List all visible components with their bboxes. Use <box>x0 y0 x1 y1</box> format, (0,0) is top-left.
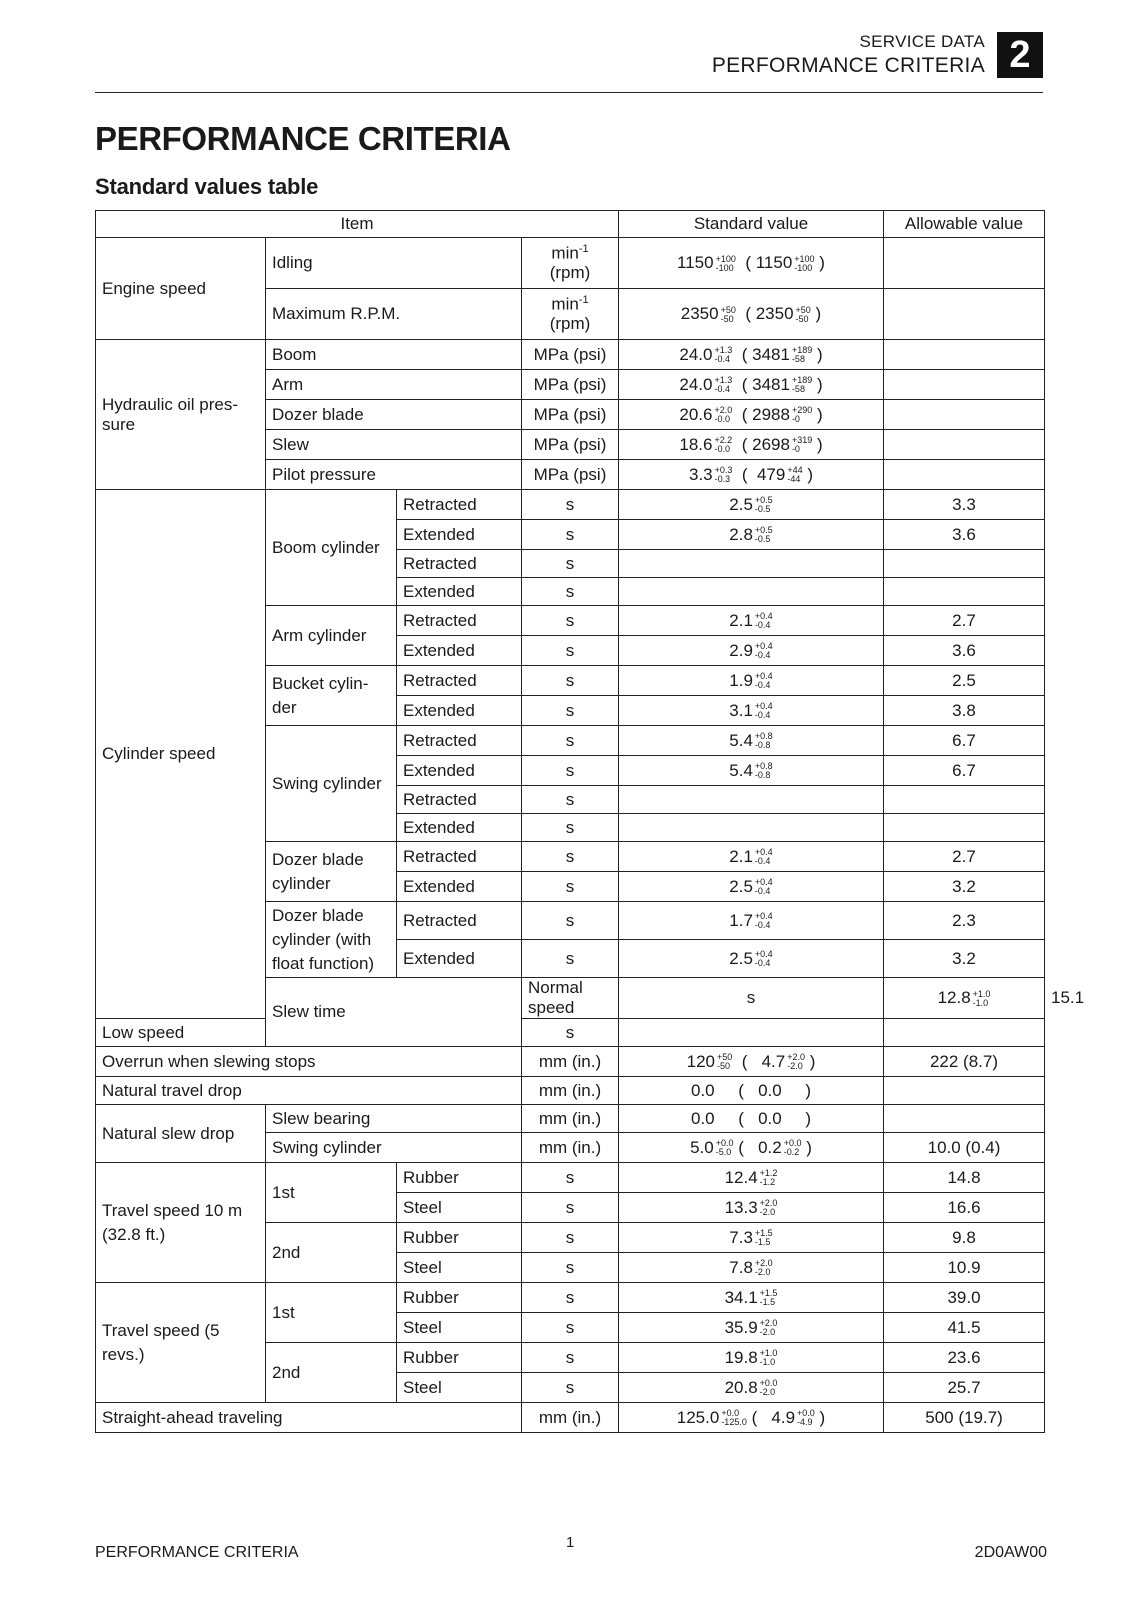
standard-cell: 34.1 +1.5 -1.5 <box>619 1283 884 1313</box>
track-label: Rubber <box>397 1223 522 1253</box>
unit-cell: s <box>522 842 619 872</box>
unit-cell: s <box>619 978 884 1019</box>
item-label: Slew <box>266 430 522 460</box>
chapter-number: 2 <box>997 32 1043 78</box>
unit-cell: s <box>522 696 619 726</box>
gear-label: 1st <box>266 1163 397 1223</box>
allowable-cell: 3.6 <box>884 520 1045 550</box>
allowable-cell: 2.7 <box>884 606 1045 636</box>
footer-title: PERFORMANCE CRITERIA <box>95 1544 299 1561</box>
standard-cell <box>619 786 884 814</box>
allowable-cell <box>884 340 1045 370</box>
allowable-cell: 6.7 <box>884 726 1045 756</box>
direction-label: Retracted <box>397 842 522 872</box>
unit-cell: mm (in.) <box>522 1403 619 1433</box>
unit-cell: s <box>522 940 619 978</box>
unit-cell: s <box>522 1283 619 1313</box>
standard-cell: 2.5 +0.4 -0.4 <box>619 872 884 902</box>
col-standard: Standard value <box>619 211 884 238</box>
header-section: SERVICE DATA <box>859 32 985 51</box>
direction-label: Extended <box>397 872 522 902</box>
allowable-cell: 23.6 <box>884 1343 1045 1373</box>
direction-label: Extended <box>397 520 522 550</box>
allowable-cell: 39.0 <box>884 1283 1045 1313</box>
group-label: Overrun when slewing stops <box>96 1047 522 1077</box>
allowable-cell: 222 (8.7) <box>884 1047 1045 1077</box>
direction-label: Extended <box>397 940 522 978</box>
unit-cell: mm (in.) <box>522 1133 619 1163</box>
unit-cell: MPa (psi) <box>522 460 619 490</box>
track-label: Steel <box>397 1373 522 1403</box>
direction-label: Retracted <box>397 786 522 814</box>
standard-values-table <box>95 210 1085 1433</box>
unit-cell: s <box>522 636 619 666</box>
track-label: Rubber <box>397 1163 522 1193</box>
group-label: Engine speed <box>96 238 266 340</box>
standard-cell: 2.1 +0.4 -0.4 <box>619 606 884 636</box>
standard-cell: 2.8 +0.5 -0.5 <box>619 520 884 550</box>
allowable-cell: 10.0 (0.4) <box>884 1133 1045 1163</box>
unit-cell: s <box>522 1163 619 1193</box>
col-allowable: Allowable value <box>884 211 1045 238</box>
standard-cell <box>619 550 884 578</box>
direction-label: Retracted <box>397 902 522 940</box>
track-label: Steel <box>397 1313 522 1343</box>
allowable-cell: 3.2 <box>884 872 1045 902</box>
page-header <box>95 28 1043 93</box>
table-subtitle: Standard values table <box>95 174 319 199</box>
standard-cell: 18.6 +2.2 -0.0 ( 2698 +319 -0 ) <box>619 430 884 460</box>
unit-cell: s <box>522 550 619 578</box>
direction-label: Retracted <box>397 666 522 696</box>
unit-cell: s <box>522 1019 619 1047</box>
direction-label: Extended <box>397 756 522 786</box>
standard-cell: 24.0 +1.3 -0.4 ( 3481 +189 -58 ) <box>619 340 884 370</box>
table-row <box>96 1019 1045 1047</box>
table-row <box>96 1047 1045 1077</box>
standard-cell: 2.1 +0.4 -0.4 <box>619 842 884 872</box>
unit-cell: MPa (psi) <box>522 340 619 370</box>
allowable-cell <box>884 1105 1045 1133</box>
group-label: Cylinder speed <box>96 490 266 1019</box>
unit-cell: s <box>522 756 619 786</box>
track-label: Rubber <box>397 1283 522 1313</box>
direction-label: Retracted <box>397 490 522 520</box>
allowable-cell: 9.8 <box>884 1223 1045 1253</box>
standard-cell: 24.0 +1.3 -0.4 ( 3481 +189 -58 ) <box>619 370 884 400</box>
document-code: 2D0AW00 <box>974 1544 1047 1561</box>
unit-cell: s <box>522 902 619 940</box>
standard-cell <box>619 1019 884 1047</box>
standard-cell: 7.8 +2.0 -2.0 <box>619 1253 884 1283</box>
standard-cell: 5.0 +0.0 -5.0 ( 0.2 +0.0 -0.2 ) <box>619 1133 884 1163</box>
allowable-cell <box>884 814 1045 842</box>
table-row <box>96 1283 1045 1313</box>
item-label: Swing cylinder <box>266 1133 522 1163</box>
direction-label: Retracted <box>397 606 522 636</box>
group-label: Travel speed (5 revs.) <box>96 1283 266 1403</box>
col-item: Item <box>96 211 619 238</box>
unit-cell: s <box>522 726 619 756</box>
item-label: Low speed <box>96 1019 266 1047</box>
direction-label: Retracted <box>397 550 522 578</box>
unit-cell: MPa (psi) <box>522 370 619 400</box>
allowable-cell <box>884 1019 1045 1047</box>
direction-label: Retracted <box>397 726 522 756</box>
allowable-cell <box>884 430 1045 460</box>
standard-cell: 20.6 +2.0 -0.0 ( 2988 +290 -0 ) <box>619 400 884 430</box>
standard-cell: 12.4 +1.2 -1.2 <box>619 1163 884 1193</box>
gear-label: 2nd <box>266 1223 397 1283</box>
unit-cell: s <box>522 1343 619 1373</box>
standard-cell: 2.5 +0.4 -0.4 <box>619 940 884 978</box>
standard-cell: 2350 +50 -50 ( 2350 +50 -50 ) <box>619 289 884 340</box>
standard-cell: 3.3 +0.3 -0.3 ( 479 +44 -44 ) <box>619 460 884 490</box>
group-label: Straight-ahead traveling <box>96 1403 522 1433</box>
unit-cell: s <box>522 1223 619 1253</box>
item-label: Normal speed <box>522 978 619 1019</box>
unit-cell: mm (in.) <box>522 1047 619 1077</box>
direction-label: Extended <box>397 636 522 666</box>
standard-cell: 1.9 +0.4 -0.4 <box>619 666 884 696</box>
group-label: Hydraulic oil pres-sure <box>96 340 266 490</box>
standard-cell: 20.8 +0.0 -2.0 <box>619 1373 884 1403</box>
allowable-cell: 3.6 <box>884 636 1045 666</box>
subgroup-label: Arm cylinder <box>266 606 397 666</box>
track-label: Steel <box>397 1193 522 1223</box>
unit-cell: s <box>522 872 619 902</box>
table-row <box>96 1105 1045 1133</box>
allowable-cell <box>884 550 1045 578</box>
standard-cell: 35.9 +2.0 -2.0 <box>619 1313 884 1343</box>
item-label: Slew bearing <box>266 1105 522 1133</box>
subgroup-label: Boom cylinder <box>266 490 397 606</box>
allowable-cell: 2.5 <box>884 666 1045 696</box>
standard-cell: 13.3 +2.0 -2.0 <box>619 1193 884 1223</box>
table-row <box>96 1403 1045 1433</box>
standard-cell: 3.1 +0.4 -0.4 <box>619 696 884 726</box>
standard-cell: 1.7 +0.4 -0.4 <box>619 902 884 940</box>
table-row <box>96 1163 1045 1193</box>
subgroup-label: Swing cylinder <box>266 726 397 842</box>
standard-cell: 0.0 ( 0.0 ) <box>619 1077 884 1105</box>
allowable-cell: 2.7 <box>884 842 1045 872</box>
direction-label: Extended <box>397 696 522 726</box>
unit-cell: $\min^{-1}$ (rpm) <box>522 289 619 340</box>
unit-cell: MPa (psi) <box>522 400 619 430</box>
unit-cell: s <box>522 814 619 842</box>
standard-cell <box>619 814 884 842</box>
subgroup-label: Dozer blade cylinder <box>266 842 397 902</box>
allowable-cell: 25.7 <box>884 1373 1045 1403</box>
group-label: Natural slew drop <box>96 1105 266 1163</box>
unit-cell: s <box>522 1253 619 1283</box>
allowable-cell <box>884 1077 1045 1105</box>
direction-label: Extended <box>397 578 522 606</box>
subgroup-label: Bucket cylin-der <box>266 666 397 726</box>
gear-label: 2nd <box>266 1343 397 1403</box>
allowable-cell <box>884 460 1045 490</box>
allowable-cell: 2.3 <box>884 902 1045 940</box>
unit-cell: s <box>522 786 619 814</box>
standard-cell: 19.8 +1.0 -1.0 <box>619 1343 884 1373</box>
allowable-cell: 16.6 <box>884 1193 1045 1223</box>
track-label: Rubber <box>397 1343 522 1373</box>
allowable-cell: 10.9 <box>884 1253 1045 1283</box>
allowable-cell: 3.8 <box>884 696 1045 726</box>
unit-cell: s <box>522 490 619 520</box>
header-title: PERFORMANCE CRITERIA <box>711 54 985 77</box>
unit-cell: s <box>522 666 619 696</box>
unit-cell: s <box>522 1193 619 1223</box>
item-label: Maximum R.P.M. <box>266 289 522 340</box>
subgroup-label: Dozer blade cylinder (with float function) <box>266 902 397 978</box>
standard-cell: 5.4 +0.8 -0.8 <box>619 726 884 756</box>
unit-cell: s <box>522 520 619 550</box>
item-label: Dozer blade <box>266 400 522 430</box>
standard-cell: 0.0 ( 0.0 ) <box>619 1105 884 1133</box>
group-label: Natural travel drop <box>96 1077 522 1105</box>
unit-cell: $\min^{-1}$ (rpm) <box>522 238 619 289</box>
standard-cell: 1150 +100 -100 ( 1150 +100 -100 ) <box>619 238 884 289</box>
unit-cell: s <box>522 578 619 606</box>
standard-cell: 12.8 +1.0 -1.0 <box>884 978 1045 1019</box>
unit-cell: s <box>522 1373 619 1403</box>
standard-cell: 125.0 +0.0 -125.0 ( 4.9 +0.0 -4.9 ) <box>619 1403 884 1433</box>
group-label: Travel speed 10 m (32.8 ft.) <box>96 1163 266 1283</box>
unit-cell: mm (in.) <box>522 1105 619 1133</box>
allowable-cell <box>884 578 1045 606</box>
table-row <box>96 340 1045 370</box>
gear-label: 1st <box>266 1283 397 1343</box>
unit-cell: mm (in.) <box>522 1077 619 1105</box>
allowable-cell <box>884 238 1045 289</box>
allowable-cell: 500 (19.7) <box>884 1403 1045 1433</box>
standard-cell: 7.3 +1.5 -1.5 <box>619 1223 884 1253</box>
item-label: Arm <box>266 370 522 400</box>
unit-cell: s <box>522 606 619 636</box>
allowable-cell: 41.5 <box>884 1313 1045 1343</box>
page-number: 1 <box>566 1534 575 1551</box>
standard-cell: 2.9 +0.4 -0.4 <box>619 636 884 666</box>
allowable-cell: 14.8 <box>884 1163 1045 1193</box>
standard-cell: 2.5 +0.5 -0.5 <box>619 490 884 520</box>
table-row <box>96 238 1045 289</box>
standard-cell: 5.4 +0.8 -0.8 <box>619 756 884 786</box>
standard-cell: 120 +50 -50 ( 4.7 +2.0 -2.0 ) <box>619 1047 884 1077</box>
item-label: Pilot pressure <box>266 460 522 490</box>
allowable-cell: 3.3 <box>884 490 1045 520</box>
item-label: Idling <box>266 238 522 289</box>
table-row: Slew time Normal speed s 12.8 +1.0 -1.0 15.1 <box>96 978 1045 1019</box>
unit-cell: s <box>522 1313 619 1343</box>
track-label: Steel <box>397 1253 522 1283</box>
allowable-cell <box>884 400 1045 430</box>
table-row <box>96 1077 1045 1105</box>
table-header-row <box>96 211 1045 238</box>
direction-label: Extended <box>397 814 522 842</box>
page-title: PERFORMANCE CRITERIA <box>95 120 511 157</box>
allowable-cell: 6.7 <box>884 756 1045 786</box>
allowable-cell <box>884 289 1045 340</box>
table-row <box>96 490 1045 520</box>
unit-cell: MPa (psi) <box>522 430 619 460</box>
item-label: Boom <box>266 340 522 370</box>
group-label: Slew time <box>266 978 522 1047</box>
standard-cell <box>619 578 884 606</box>
allowable-cell <box>884 786 1045 814</box>
allowable-cell <box>884 370 1045 400</box>
allowable-cell: 3.2 <box>884 940 1045 978</box>
